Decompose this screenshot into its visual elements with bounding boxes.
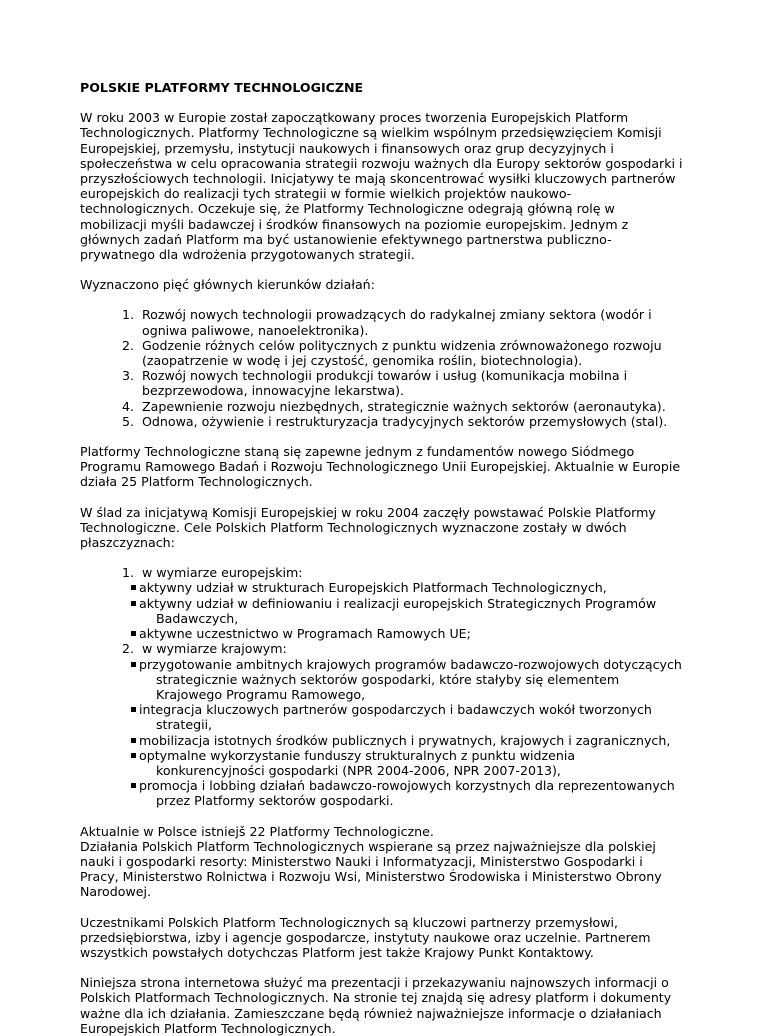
list-item: aktywny udział w strukturach Europejskich Platformach Technologicznych, [139,580,684,595]
list-item: 2. Godzenie różnych celów politycznych z punktu widzenia zrównoważonego rozwoju (zaopatrzenie w wodę i jej czystość, genomika roślin, biotechnologia). [138,338,684,368]
level-label: w wymiarze krajowym: [142,641,287,657]
polish-platforms-paragraph: W ślad za inicjatywą Komisji Europejskiej w roku 2004 zaczęły powstawać Polskie Platformy Technologiczne. Cele Polskich Platform Technologicznych wyznaczone zostały w dwóch płaszczyznach: [80,504,656,551]
list-item: przygotowanie ambitnych krajowych programów badawczo-rozwojowych dotyczących strategicznie ważnych sektorów gospodarki, które stałyby się elementem Krajowego Programu Ramowego, [139,657,684,703]
fp7-paragraph: Platformy Technologiczne staną się zapewne jednym z fundamentów nowego Siódmego Programu Ramowego Badań i Rozwoju Technologicznego Unii Europejskiej. Aktualnie w Europie działa 25 Platform Technologicznych. [80,444,681,490]
platform-count-text: Aktualnie w Polsce istniejš 22 Platformy Technologiczne. [80,823,434,839]
bullet-list [139,656,684,809]
list-item: optymalne wykorzystanie funduszy strukturalnych z punktu widzenia konkurencyjności gospodarki (NPR 2004-2006, NPR 2007-2013), [139,748,684,778]
levels-list [80,565,684,808]
participants-paragraph: Uczestnikami Polskich Platform Technologicznych są kluczowi partnerzy przemysłowi, przedsiębiorstwa, izby i agencje gospodarcze, instytuty naukowe oraz uczelnie. Partnerem wszystkich powstałych dotychczas Platform jest także Krajowy Punkt Kontaktowy. [80,914,651,960]
list-item: integracja kluczowych partnerów gospodarczych i badawczych wokół tworzonych strategii, [139,702,684,732]
list-item: mobilizacja istotnych środków publicznych i prywatnych, krajowych i zagranicznych, [139,733,684,748]
list-item: aktywny udział w definiowaniu i realizacji europejskich Strategicznych Programów Badawczych, [139,596,684,626]
list-item: aktywne uczestnictwo w Programach Ramowych UE; [139,626,684,641]
ministries-text: Działania Polskich Platform Technologicznych wspierane są przez najważniejsze dla polskiej nauki i gospodarki resorty: Ministerstwo Nauki i Informatyzacji, Ministerstwo Gospodarki i Pracy, Ministerstwo Rolnictwa i Rozwoju Wsi, Ministerstwo Środowiska i Ministerstwo Obrony Narodowej. [80,838,662,900]
level-european [138,565,684,641]
website-purpose-paragraph: Niniejsza strona internetowa służyć ma prezentacji i przekazywaniu najnowszych informacji o Polskich Platformach Technologicznych. Na stronie tej znajdą się adresy platform i dokumenty ważne dla ich działania. Zamieszczane będą również najważniejsze informacje o działaniach Europejskich Platform Technologicznych. [80,975,672,1036]
current-state-paragraph [80,824,684,900]
list-item: 4. Zapewnienie rozwoju niezbędnych, strategicznie ważnych sektorów (aeronautyka). [138,399,684,414]
list-item: 3. Rozwój nowych technologii produkcji towarów i usług (komunikacja mobilna i bezprzewodowa, innowacyjne lekarstwa). [138,368,684,398]
bullet-list [139,580,684,642]
list-item: promocja i lobbing działań badawczo-rowojowych korzystnych dla reprezentowanych przez Platformy sektorów gospodarki. [139,778,684,808]
level-national [138,641,684,808]
directions-heading: Wyznaczono pięć głównych kierunków działań: [80,277,375,293]
page-title: POLSKIE PLATFORMY TECHNOLOGICZNE [80,80,364,95]
list-item: 1. Rozwój nowych technologii prowadzących do radykalnej zmiany sektora (wodór i ogniwa paliwowe, nanoelektronika). [138,307,684,337]
intro-paragraph: W roku 2003 w Europie został zapoczątkowany proces tworzenia Europejskich Platform Technologicznych. Platformy Technologiczne są wielkim wspólnym przedsięwzięciem Komisji Europejskiej, przemysłu, instytucji naukowych i finansowych oraz grup decyzyjnych i społeczeństwa w celu opracowania strategii rozwoju ważnych dla Europy sektorów gospodarki i przyszłościowych technologii. Inicjatywy te mają skoncentrować wysiłki kluczowych partnerów europejskich do realizacji tych strategii w formie wielkich projektów naukowo-technologicznych. Oczekuje się, że Platformy Technologiczne odegrają główną rolę w mobilizacji myśli badawczej i środków finansowych na poziomie europejskim. Jednym z głównych zadań Platform ma być ustanowienie efektywnego partnerstwa publiczno-prywatnego dla wdrożenia przygotowanych strategii. [80,110,683,263]
list-item: 5. Odnowa, ożywienie i restrukturyzacja tradycyjnych sektorów przemysłowych (stal). [138,414,684,429]
directions-list [80,307,684,429]
level-label: w wymiarze europejskim: [142,565,303,581]
